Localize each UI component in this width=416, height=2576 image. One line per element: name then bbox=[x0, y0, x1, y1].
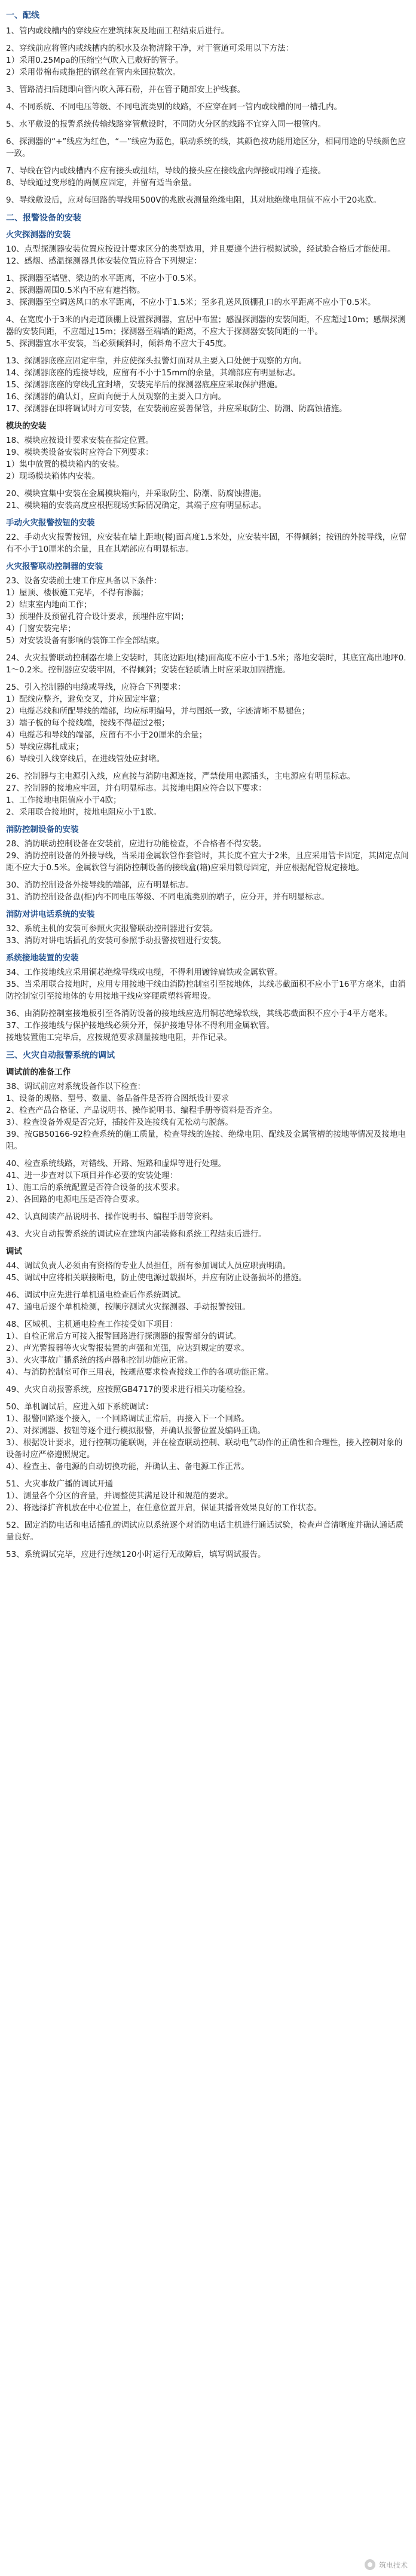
paragraph-block bbox=[6, 908, 410, 947]
text-line: 5、水平敷设的报警系统传输线路穿管敷设时，不同防火分区的线路不宜穿入同一根管内。 bbox=[6, 120, 326, 129]
text-line: 24、火灾报警联动控制器在墙上安装时，其底边距地(楼)面高度不应小于1.5米；落地安装时，其底宜高出地坪0.1～0.2米。控制器应安装牢固，不得倾斜；安装在轻质墙上时应采取加固措施。 bbox=[6, 653, 406, 675]
subsection-title: 消防控制设备的安装 bbox=[6, 825, 79, 834]
text-line: 1）、报警回路逐个接入，一个回路调试正常后，再接入下一个回路。 bbox=[6, 1414, 249, 1424]
text-line: 21、模块箱的安装高度应根据现场实际情况确定，其端子应有明显标志。 bbox=[6, 501, 267, 510]
text-line: 16、探测器的确认灯，应面向便于人员观察的主要入口方向。 bbox=[6, 392, 227, 402]
subsection-title: 火灾报警联动控制器的安装 bbox=[6, 562, 103, 571]
text-line: 40、检查系统线路，对错线、开路、短路和虚焊等进行处理。 bbox=[6, 1159, 227, 1168]
text-line: 36、由消防控制室接地板引至各消防设备的接地线应选用铜芯绝缘软线，其线芯截面积不应小于4平方毫米。 bbox=[6, 1009, 393, 1018]
text-line: 3）端子板的每个接线端，接线不得超过2根； bbox=[6, 718, 170, 728]
paragraph-block bbox=[6, 1228, 410, 1240]
text-line: 51、火灾事故广播的调试开通 bbox=[6, 1479, 114, 1489]
text-line: 35、当采用联合接地时，应用专用接地干线由消防控制室引至接地体，其线芯截面积不应小于16平方毫米，由消防控制室引至接地体的专用接地干线应穿硬质塑料管埋设。 bbox=[6, 980, 406, 1001]
text-line: 1）屋顶、楼板施工完毕，不得有渗漏； bbox=[6, 588, 149, 598]
text-line: 1）、施工后的系统配置是否符合设备的技术要求。 bbox=[6, 1183, 185, 1192]
paragraph-block bbox=[6, 1158, 410, 1206]
subsection-title: 消防对讲电话系统的安装 bbox=[6, 910, 95, 919]
text-line: 44、调试负责人必须由有资格的专业人员担任，所有参加调试人员应职责明确。 bbox=[6, 1261, 291, 1271]
paragraph-block bbox=[6, 314, 410, 350]
text-line: 1）集中放置的模块箱内的安装。 bbox=[6, 460, 124, 469]
text-line: 23、设备安装前土建工作应具备以下条件： bbox=[6, 576, 162, 586]
paragraph-block bbox=[6, 1549, 410, 1561]
paragraph-block bbox=[6, 1066, 410, 1152]
text-line: 19、模块类设备安装时应符合下列要求： bbox=[6, 448, 154, 457]
paragraph-block bbox=[6, 1246, 410, 1284]
paragraph-block bbox=[6, 165, 410, 189]
text-line: 32、系统主机的安装可参照火灾报警联动控制器进行安装。 bbox=[6, 924, 218, 934]
text-line: 2）、各回路的电源电压是否符合要求。 bbox=[6, 1195, 145, 1204]
text-line: 18、模块应按设计要求安装在指定位置。 bbox=[6, 436, 154, 445]
text-line: 7、导线在管内或线槽内不应有接头或扭结，导线的接头应在接线盒内焊接或用端子连接。 bbox=[6, 166, 326, 176]
text-line: 50、单机调试后，应进入如下系统调试： bbox=[6, 1402, 154, 1412]
text-line: 2）采用带棉布或拖把的钢丝在管内来回拉数次。 bbox=[6, 68, 181, 77]
text-line: 1）配线应整齐，避免交叉，并应固定牢靠； bbox=[6, 695, 165, 704]
text-line: 3）、根据设计要求，进行控制功能联调，并在检查联动控制、联动电气动作的正确性和合理性，接入控制对象的设备时应严格遵照规定。 bbox=[6, 1438, 403, 1460]
text-line: 1、工作接地电阻值应小于4欧； bbox=[6, 796, 121, 805]
text-line: 52、固定消防电话和电话插孔的调试应以系统逐个对消防电话主机进行通话试验，检查声音清晰度并确认通话质量良好。 bbox=[6, 1520, 404, 1542]
text-line: 15、探测器底座的穿线孔宜封堵，安装完毕后的探测器底座应采取保护措施。 bbox=[6, 380, 283, 390]
text-line: 2）结束室内地面工作； bbox=[6, 600, 92, 610]
paragraph-block bbox=[6, 273, 410, 308]
paragraph-block bbox=[6, 118, 410, 130]
text-line: 2）、声光警报器等火灾警报装置的声强和光强，应达到规定的要求。 bbox=[6, 1344, 249, 1353]
text-line: 3）预埋件及预留孔符合设计要求，预埋件应牢固； bbox=[6, 612, 189, 622]
text-line: 3）、检查设备外观是否完好，插接件及连接线有无松动与脱落。 bbox=[6, 1118, 233, 1127]
paragraph-block bbox=[6, 1519, 410, 1543]
text-line: 3、探测器至空调送风口的水平距离，不应小于1.5米；至多孔送风顶棚孔口的水平距离不应小于0.5米。 bbox=[6, 298, 376, 307]
text-line: 6、探测器的“+”线应为红色，“—”线应为蓝色，联动系统的线，其颜色按功能用途区分，相同用途的导线颜色应一致。 bbox=[6, 137, 406, 158]
paragraph-block bbox=[6, 681, 410, 765]
paragraph-block bbox=[6, 25, 410, 37]
paragraph-block bbox=[6, 1478, 410, 1514]
subsection-title: 调试前的准备工作 bbox=[6, 1067, 71, 1077]
text-line: 1、探测器至墙壁、梁边的水平距离，不应小于0.5米。 bbox=[6, 274, 202, 283]
text-line: 12、感烟、感温探测器具体安装位置应符合下列规定： bbox=[6, 256, 202, 266]
text-line: 8、导线通过变形缝的两侧应固定，并留有适当余量。 bbox=[6, 178, 197, 188]
text-line: 6）导线引入线穿线后，在进线管处应封堵。 bbox=[6, 754, 165, 764]
text-line: 3、管路清扫后随即向管内吹入薄石粉，并在管子随部安上护线套。 bbox=[6, 85, 246, 94]
paragraph-block bbox=[6, 561, 410, 647]
text-line: 1）、测量各个分区的音量，并调整使其满足设计和规范的要求。 bbox=[6, 1491, 233, 1501]
text-line: 29、消防控制设备的外接导线，当采用金属软管作套管时，其长度不宜大于2米，且应采用管卡固定，其固定点间距不应大于0.5米。金属软管与消防控制设备的接线盒(箱)应采用锁母固定，并应根据配管规定接地。 bbox=[6, 851, 409, 873]
text-line: 48、区域机、主机通电检查工作接受如下项目： bbox=[6, 1320, 178, 1329]
text-line: 46、调试中应先进行单机通电检查后作系统调试。 bbox=[6, 1290, 186, 1300]
subsection-title: 火灾探测器的安装 bbox=[6, 230, 71, 240]
paragraph-block bbox=[6, 101, 410, 113]
text-line: 1）、自检正常后方可接入报警回路进行探测器的报警部分的调试。 bbox=[6, 1332, 241, 1341]
subsection-title: 手动火灾报警按钮的安装 bbox=[6, 518, 95, 528]
paragraph-block bbox=[6, 770, 410, 818]
paragraph-block bbox=[6, 420, 410, 482]
text-line: 1）采用0.25Mpa的压缩空气吹入已敷好的管子。 bbox=[6, 56, 183, 65]
text-line: 22、手动火灾报警按钮，应安装在墙上距地(楼)面高度1.5米处，应安装牢固，不得倾斜；按钮的外接导线，应留有不小于10厘米的余量，且在其端部应有明显标志。 bbox=[6, 533, 407, 554]
text-line: 47、通电后逐个单机检测，按顺序测试火灾探测器、手动报警按钮。 bbox=[6, 1302, 250, 1312]
text-line: 2）、对探测器、按钮等逐个进行模拟报警，并确认报警位置及编码正确。 bbox=[6, 1426, 265, 1436]
text-line: 20、模块宜集中安装在金属模块箱内，并采取防尘、防潮、防腐蚀措施。 bbox=[6, 489, 267, 498]
text-line: 39、按GB50166-92检查系统的施工质量，检查导线的连接、绝缘电阻、配线及金属管槽的接地等情况及接地电阻。 bbox=[6, 1130, 406, 1151]
text-line: 5、探测器宜水平安装，当必须倾斜时，倾斜角不应大于45度。 bbox=[6, 339, 231, 348]
paragraph-block bbox=[6, 652, 410, 676]
text-line: 9、导线敷设后，应对每回路的导线用500V的兆欧表测量绝缘电阻，其对地绝缘电阻值不应小于20兆欧。 bbox=[6, 195, 381, 205]
text-line: 13、探测器底座应固定牢靠，并应使探头报警灯面对从主要入口处便于观察的方向。 bbox=[6, 356, 307, 366]
watermark-text: 筑电技术 bbox=[378, 2560, 408, 2569]
text-line: 30、消防控制设备外接导线的端部，应有明显标志。 bbox=[6, 880, 194, 890]
text-line: 26、控制器与主电源引入线，应直接与消防电源连接，严禁使用电源插头，主电源应有明显标志。 bbox=[6, 772, 356, 781]
text-line: 5）对安装设备有影响的装饰工作全部结束。 bbox=[6, 636, 165, 645]
paragraph-block bbox=[6, 229, 410, 267]
paragraph-block bbox=[6, 824, 410, 874]
text-line: 33、消防对讲电话插孔的安装可参照手动报警按钮进行安装。 bbox=[6, 936, 227, 946]
subsection-title: 系统接地装置的安装 bbox=[6, 953, 79, 963]
section-title: 三、火灾自动报警系统的调试 bbox=[6, 1051, 115, 1060]
paragraph-block bbox=[6, 879, 410, 903]
text-line: 2）、将选择扩音机放在中心位置上，在任意位置开启，保证其播音效果良好的工作状态。 bbox=[6, 1503, 322, 1513]
text-line: 1、管内或线槽内的穿线应在建筑抹灰及地面工程结束后进行。 bbox=[6, 26, 230, 36]
subsection-title: 模块的安装 bbox=[6, 421, 47, 431]
paragraph-block bbox=[6, 194, 410, 206]
watermark bbox=[365, 2559, 408, 2570]
text-line: 25、引入控制器的电缆或导线，应符合下列要求： bbox=[6, 683, 186, 692]
text-line: 10、点型探测器安装位置应按设计要求区分的类型选用，并且要遵个进行模拟试验，经试验合格后才能使用。 bbox=[6, 244, 396, 254]
text-line: 45、调试中应将相关联接断电，防止使电源过载损坏，并应有防止设备损坏的措施。 bbox=[6, 1273, 307, 1283]
text-line: 4）电缆芯和导线的端部，应留有不小于20厘米的余量； bbox=[6, 730, 207, 740]
text-line: 49、火灾自动报警系统，应按照GB4717的要求进行相关功能检验。 bbox=[6, 1385, 250, 1394]
text-line: 37、工作接地线与保护接地线必须分开，保护接地导体不得利用金属软管。 bbox=[6, 1021, 275, 1030]
text-line: 2）电缆芯线和所配导线的端部，均应标明编号，并与图纸一致，字迹清晰不易褪色； bbox=[6, 706, 310, 716]
text-line: 28、消防联动控制设备在安装前，应进行功能检查，不合格者不得安装。 bbox=[6, 839, 267, 849]
paragraph-block bbox=[6, 136, 410, 160]
section-title: 二、报警设备的安装 bbox=[6, 213, 81, 223]
section-title: 一、配线 bbox=[6, 11, 39, 20]
text-line: 34、工作接地线应采用铜芯绝缘导线或电缆，不得利用镀锌扁铁或金属软管。 bbox=[6, 968, 283, 977]
paragraph-block bbox=[6, 42, 410, 78]
text-line: 2、检查产品合格证、产品说明书、操作说明书、编程手册等资料是否齐全。 bbox=[6, 1106, 278, 1115]
text-line: 4、在宽度小于3米的内走道顶棚上设置探测器，宜居中布置；感温探测器的安装间距，不应超过10m；感烟探测器的安装间距，不应超过15m；探测器至端墙的距离，不应大于探测器安装间距的一半。 bbox=[6, 315, 406, 336]
paragraph-block bbox=[6, 1211, 410, 1223]
text-line: 43、火灾自动报警系统的调试应在建筑内部装修和系统工程结束后进行。 bbox=[6, 1229, 267, 1239]
text-line: 41、进一步查对以下项目并作必要的安装处理： bbox=[6, 1171, 178, 1180]
text-line: 3）、火灾事故广播系统的扬声器和控制功能应正常。 bbox=[6, 1356, 193, 1365]
paragraph-block bbox=[6, 1008, 410, 1044]
paragraph-block bbox=[6, 488, 410, 512]
text-line: 4、不同系统、不同电压等级、不同电流类别的线路，不应穿在同一管内或线槽的同一槽孔内。 bbox=[6, 102, 342, 112]
text-line: 5）导线应绑扎成束； bbox=[6, 742, 84, 752]
text-line: 2、穿线前应将管内或线槽内的积水及杂物清除干净，对于管道可采用以下方法： bbox=[6, 44, 294, 53]
subsection-title: 调试 bbox=[6, 1247, 22, 1256]
paragraph-block bbox=[6, 84, 410, 96]
text-line: 2、探测器周围0.5米内不应有遮挡物。 bbox=[6, 286, 145, 295]
text-line: 42、认真阅读产品说明书、操作说明书、编程手册等资料。 bbox=[6, 1212, 218, 1222]
text-line: 1、设备的规格、型号、数量、备品备件是否符合图纸设计要求 bbox=[6, 1094, 230, 1103]
text-line: 4）、与消防控制室可作三用表，按规范要求检查接线工作的各项功能正常。 bbox=[6, 1367, 274, 1377]
text-line: 38、调试前应对系统设备作以下检查： bbox=[6, 1082, 146, 1091]
text-line: 接地装置施工完毕后，应按规范要求测量接地电阻，并作记录。 bbox=[6, 1033, 232, 1042]
paragraph-block bbox=[6, 517, 410, 555]
paragraph-block bbox=[6, 1318, 410, 1378]
text-line: 53、系统调试完毕，应进行连续120小时运行无故障后，填写调试报告。 bbox=[6, 1550, 266, 1559]
text-line: 4）门窗安装完毕； bbox=[6, 624, 76, 634]
paragraph-block bbox=[6, 952, 410, 1002]
paragraph-block bbox=[6, 1401, 410, 1473]
text-line: 2、采用联合接地时，接地电阻应小于1欧。 bbox=[6, 807, 162, 817]
wechat-icon bbox=[365, 2559, 375, 2570]
text-line: 17、探测器在即将调试时方可安装，在安装前应妥善保管，并应采取防尘、防潮、防腐蚀措施。 bbox=[6, 404, 347, 414]
paragraph-block bbox=[6, 1384, 410, 1396]
text-line: 27、控制器的接地应牢固，并有明显标志。其接地电阻应符合以下要求： bbox=[6, 784, 267, 793]
paragraph-block bbox=[6, 1289, 410, 1313]
text-line: 14、探测器底座的连接导线，应留有不小于15mm的余量，其端部应有明显标志。 bbox=[6, 368, 301, 378]
paragraph-block bbox=[6, 355, 410, 415]
text-line: 2）现场模块箱体内安装。 bbox=[6, 472, 100, 481]
text-line: 4）、检查主、备电源的自动切换功能，并确认主、备电源工作正常。 bbox=[6, 1462, 249, 1471]
text-line: 31、消防控制设备盘(柜)内不同电压等级、不同电流类别的端子，应分开，并有明显标志。 bbox=[6, 892, 329, 902]
